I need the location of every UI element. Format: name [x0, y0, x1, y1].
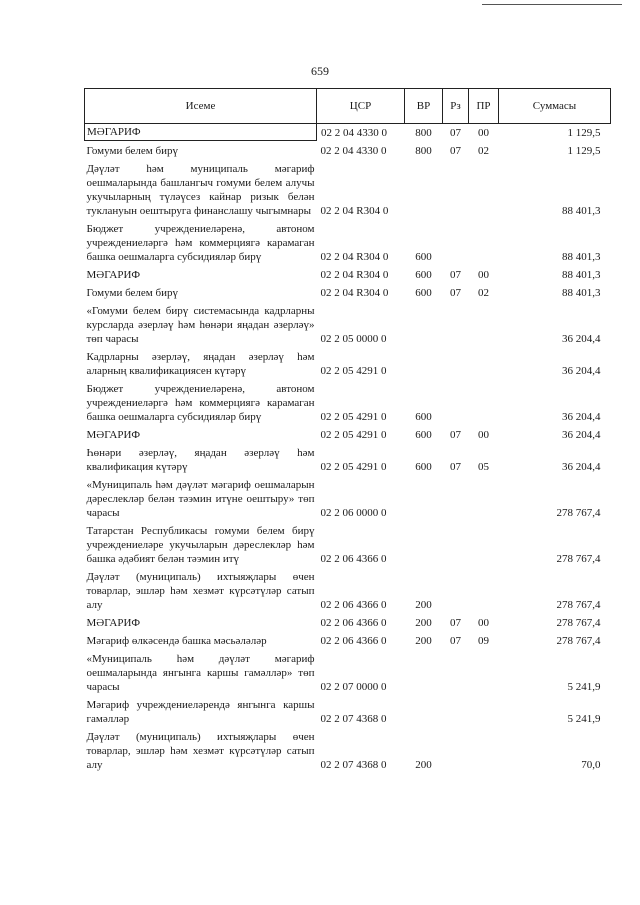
- table-row: [85, 567, 611, 613]
- cell-pr: 00: [478, 126, 489, 139]
- cell-rz: [443, 649, 469, 695]
- cell-vr: 200: [415, 635, 432, 647]
- cell-sum: 5 241,9: [567, 713, 601, 725]
- cell-rz: [443, 475, 469, 521]
- cell-vr: 600: [415, 461, 432, 473]
- cell-csr: 02 2 04 R304 0: [320, 269, 389, 281]
- cell-name: Һөнәри әзерләү, яңадан әзерләү һәм квалификация күтәрү: [86, 447, 315, 473]
- cell-sum: 278 767,4: [556, 617, 601, 629]
- cell-sum: 5 241,9: [567, 681, 601, 693]
- cell-rz: 07: [450, 617, 461, 629]
- cell-sum: 88 401,3: [562, 269, 601, 281]
- cell-csr: 02 2 05 0000 0: [320, 333, 387, 345]
- cell-csr: 02 2 06 4366 0: [320, 617, 387, 629]
- table-row: [85, 219, 611, 265]
- cell-name: «Муниципаль һәм дәүләт мәгариф оешмаларында янгынга каршы гамәлләр» төп чарасы: [86, 653, 315, 693]
- cell-name: Мәгариф учреждениеләрендә янгынга каршы гамәлләр: [86, 699, 315, 725]
- cell-name: Дәүләт (муниципаль) ихтыяҗлары өчен товарлар, эшләр һәм хезмәт күрсәтүләр сатып алу: [86, 571, 315, 611]
- header-rz: Рз: [443, 89, 469, 124]
- cell-vr: 200: [415, 617, 432, 629]
- cell-csr: 02 2 04 R304 0: [320, 287, 389, 299]
- cell-pr: [469, 475, 499, 521]
- table-row: [85, 159, 611, 219]
- cell-rz: [443, 159, 469, 219]
- cell-csr: 02 2 05 4291 0: [320, 429, 387, 441]
- cell-rz: [443, 219, 469, 265]
- cell-vr: 200: [415, 759, 432, 771]
- cell-csr: 02 2 06 4366 0: [320, 553, 387, 565]
- cell-vr: 600: [415, 411, 432, 423]
- cell-sum: 36 204,4: [562, 333, 601, 345]
- cell-vr: 600: [415, 251, 432, 263]
- cell-sum: 1 129,5: [567, 145, 601, 157]
- cell-pr: 02: [478, 145, 489, 157]
- table-header-row: [85, 89, 611, 124]
- cell-csr: 02 2 07 4368 0: [320, 759, 387, 771]
- cell-csr: 02 2 05 4291 0: [320, 461, 387, 473]
- cell-vr: 600: [415, 287, 432, 299]
- cell-pr: 02: [478, 287, 489, 299]
- page-number: 659: [311, 64, 329, 78]
- cell-name: МӘГАРИФ: [85, 124, 317, 141]
- cell-sum: 88 401,3: [562, 287, 601, 299]
- cell-csr: 02 2 06 0000 0: [320, 507, 387, 519]
- cell-name: Татарстан Республикасы гомуми белем бирү учреждениеләре укучыларын дәреслекләр һәм башка әдәбият белән тәэмин итү: [86, 525, 315, 565]
- cell-vr: 800: [415, 126, 432, 139]
- cell-sum: 278 767,4: [556, 553, 601, 565]
- cell-csr: 02 2 06 4366 0: [320, 635, 387, 647]
- cell-name: МӘГАРИФ: [86, 617, 141, 629]
- cell-rz: [443, 347, 469, 379]
- cell-csr: 02 2 04 4330 0: [320, 145, 387, 157]
- budget-table: [84, 88, 611, 773]
- table-row: [85, 301, 611, 347]
- cell-vr: [405, 695, 443, 727]
- header-csr: ЦСР: [317, 89, 405, 124]
- cell-csr: 02 2 05 4291 0: [320, 411, 387, 423]
- cell-pr: [469, 567, 499, 613]
- header-vr: ВР: [405, 89, 443, 124]
- cell-name: Кадрларны әзерләү, яңадан әзерләү һәм аларның квалификациясен күтәрү: [86, 351, 315, 377]
- cell-pr: 05: [478, 461, 489, 473]
- table-body: [85, 124, 611, 774]
- cell-name: Гомуми белем бирү: [86, 145, 178, 157]
- table-row: [85, 425, 611, 443]
- table-row: [85, 443, 611, 475]
- cell-rz: [443, 301, 469, 347]
- cell-rz: 07: [450, 461, 461, 473]
- cell-name: Гомуми белем бирү: [86, 287, 178, 299]
- cell-vr: 800: [415, 145, 432, 157]
- cell-name: Бюджет учреждениеләренә, автоном учреждениеләргә һәм коммерциягә карамаган башка оешмаларга субсидияләр бирү: [86, 383, 315, 423]
- cell-pr: [469, 695, 499, 727]
- cell-csr: 02 2 07 4368 0: [320, 713, 387, 725]
- cell-name: Мәгариф өлкәсендә башка мәсьәләләр: [86, 635, 267, 647]
- header-pr: ПР: [469, 89, 499, 124]
- cell-sum: 36 204,4: [562, 461, 601, 473]
- cell-rz: 07: [450, 287, 461, 299]
- cell-pr: [469, 347, 499, 379]
- cell-rz: [443, 521, 469, 567]
- cell-rz: [443, 727, 469, 773]
- cell-vr: [405, 347, 443, 379]
- cell-csr: 02 2 04 4330 0: [321, 126, 387, 139]
- cell-sum: 70,0: [581, 759, 601, 771]
- table-row: [85, 727, 611, 773]
- cell-name: Бюджет учреждениеләренә, автоном учреждениеләргә һәм коммерциягә карамаган башка оешмаларга субсидияләр бирү: [86, 223, 315, 263]
- cell-name: МӘГАРИФ: [86, 269, 141, 281]
- cell-rz: 07: [450, 635, 461, 647]
- cell-pr: 00: [478, 429, 489, 441]
- corner-line: [482, 4, 622, 5]
- cell-vr: [405, 301, 443, 347]
- cell-sum: 36 204,4: [562, 429, 601, 441]
- cell-pr: [469, 649, 499, 695]
- table-row: [85, 283, 611, 301]
- cell-pr: [469, 379, 499, 425]
- cell-csr: 02 2 06 4366 0: [320, 599, 387, 611]
- header-sum: Суммасы: [499, 89, 611, 124]
- cell-vr: [405, 649, 443, 695]
- table-row: [85, 695, 611, 727]
- cell-rz: [443, 567, 469, 613]
- table-row: [85, 141, 611, 160]
- cell-name: «Гомуми белем бирү системасында кадрларны курсларда әзерләү һәм һөнәри яңадан әзерләү» төп чарасы: [86, 305, 315, 345]
- cell-vr: 200: [415, 599, 432, 611]
- table-row: [85, 631, 611, 649]
- table-row: [85, 521, 611, 567]
- cell-vr: [405, 475, 443, 521]
- header-name: Исеме: [85, 89, 317, 124]
- cell-rz: [443, 379, 469, 425]
- cell-name: «Муниципаль һәм дәүләт мәгариф оешмаларын дәреслекләр белән тәэмин итүне оештыру» төп чарасы: [86, 479, 315, 519]
- cell-sum: 278 767,4: [556, 635, 601, 647]
- cell-sum: 88 401,3: [562, 251, 601, 263]
- table-row: [85, 265, 611, 283]
- cell-name: Дәүләт һәм муниципаль мәгариф оешмаларында башлангыч гомуми белем алучы укучыларның түләүсез кайнар ризык белән туклануын оештыруга финанслашу чыгымнары: [86, 163, 315, 217]
- cell-sum: 278 767,4: [556, 599, 601, 611]
- cell-pr: [469, 727, 499, 773]
- cell-pr: [469, 219, 499, 265]
- cell-csr: 02 2 05 4291 0: [320, 365, 387, 377]
- cell-vr: [405, 521, 443, 567]
- cell-pr: 00: [478, 269, 489, 281]
- table-row: [85, 124, 611, 141]
- cell-rz: 07: [450, 429, 461, 441]
- cell-csr: 02 2 07 0000 0: [320, 681, 387, 693]
- cell-sum: 1 129,5: [567, 126, 601, 139]
- cell-rz: 07: [450, 145, 461, 157]
- table-row: [85, 475, 611, 521]
- cell-sum: 278 767,4: [556, 507, 601, 519]
- cell-sum: 36 204,4: [562, 365, 601, 377]
- cell-pr: [469, 301, 499, 347]
- table-row: [85, 613, 611, 631]
- cell-rz: 07: [450, 126, 461, 139]
- table-row: [85, 347, 611, 379]
- cell-vr: 600: [415, 429, 432, 441]
- cell-sum: 36 204,4: [562, 411, 601, 423]
- cell-csr: 02 2 04 R304 0: [320, 251, 389, 263]
- cell-csr: 02 2 04 R304 0: [320, 205, 389, 217]
- table-row: [85, 379, 611, 425]
- cell-pr: [469, 159, 499, 219]
- cell-name: МӘГАРИФ: [86, 429, 141, 441]
- cell-pr: 00: [478, 617, 489, 629]
- cell-sum: 88 401,3: [562, 205, 601, 217]
- cell-pr: 09: [478, 635, 489, 647]
- cell-vr: 600: [415, 269, 432, 281]
- cell-vr: [405, 159, 443, 219]
- cell-rz: 07: [450, 269, 461, 281]
- table-row: [85, 649, 611, 695]
- cell-rz: [443, 695, 469, 727]
- cell-name: Дәүләт (муниципаль) ихтыяҗлары өчен товарлар, эшләр һәм хезмәт күрсәтүләр сатып алу: [86, 731, 315, 771]
- cell-pr: [469, 521, 499, 567]
